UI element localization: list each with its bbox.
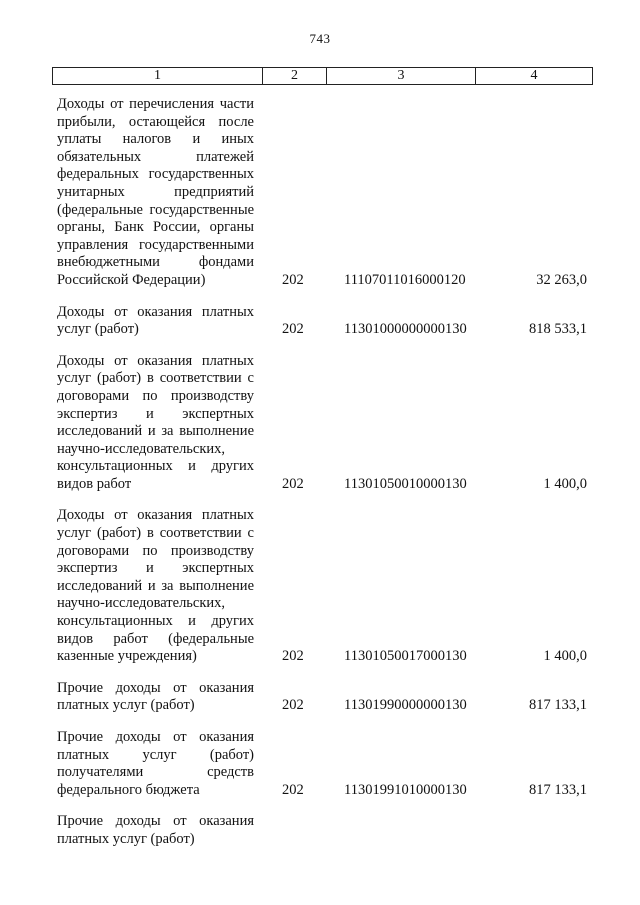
row-admin-code: 202 <box>282 321 304 338</box>
row-admin-code: 202 <box>282 781 304 798</box>
row-amount: 1 400,0 <box>543 648 587 665</box>
row-kbk-code: 11301050010000130 <box>344 475 467 492</box>
table-row <box>57 813 592 848</box>
row-description: Доходы от оказания платных услуг (работ) <box>57 303 254 338</box>
row-kbk-code: 11301000000000130 <box>344 321 467 338</box>
row-description: Доходы от перечисления части прибыли, остающейся после уплаты налогов и иных обязательных платежей федеральных государственных унитарных предприятий (федеральные государственные органы, Банк России, органы управления государственными внебюджетными фондами Российской Федерации) <box>57 96 254 288</box>
page-number: 743 <box>309 31 331 46</box>
row-kbk-code: 11107011016000120 <box>344 271 466 288</box>
table-body <box>57 96 592 863</box>
column-header-4: 4 <box>475 68 592 84</box>
row-description: Прочие доходы от оказания платных услуг (работ) получателями средств федерального бюджета <box>57 729 254 798</box>
column-header-1: 1 <box>154 68 161 83</box>
row-description: Доходы от оказания платных услуг (работ) в соответствии с договорами по производству экспертиз и экспертных исследований и за выполнение научно-исследовательских, консультационных и других видов работ (федеральные казенные учреждения) <box>57 507 254 665</box>
row-amount: 32 263,0 <box>536 271 587 288</box>
row-admin-code: 202 <box>282 475 304 492</box>
row-description: Прочие доходы от оказания платных услуг (работ) <box>57 813 254 847</box>
table-row <box>57 96 592 290</box>
column-header-2: 2 <box>262 68 326 84</box>
table-row <box>57 353 592 494</box>
row-description: Прочие доходы от оказания платных услуг (работ) <box>57 679 254 714</box>
table-row <box>57 680 592 715</box>
row-amount: 1 400,0 <box>543 475 587 492</box>
row-admin-code: 202 <box>282 271 304 288</box>
table-header <box>52 67 593 85</box>
row-amount: 817 133,1 <box>529 697 587 714</box>
row-description: Доходы от оказания платных услуг (работ) в соответствии с договорами по производству экспертиз и экспертных исследований и за выполнение научно-исследовательских, консультационных и других видов работ <box>57 352 254 492</box>
row-admin-code: 202 <box>282 697 304 714</box>
row-amount: 818 533,1 <box>529 321 587 338</box>
row-admin-code: 202 <box>282 648 304 665</box>
table-row <box>57 304 592 339</box>
row-amount: 817 133,1 <box>529 781 587 798</box>
table-row <box>57 729 592 799</box>
row-kbk-code: 11301050017000130 <box>344 648 467 665</box>
table-row <box>57 507 592 665</box>
row-kbk-code: 11301991010000130 <box>344 781 467 798</box>
row-kbk-code: 11301990000000130 <box>344 697 467 714</box>
column-header-3: 3 <box>326 68 475 84</box>
